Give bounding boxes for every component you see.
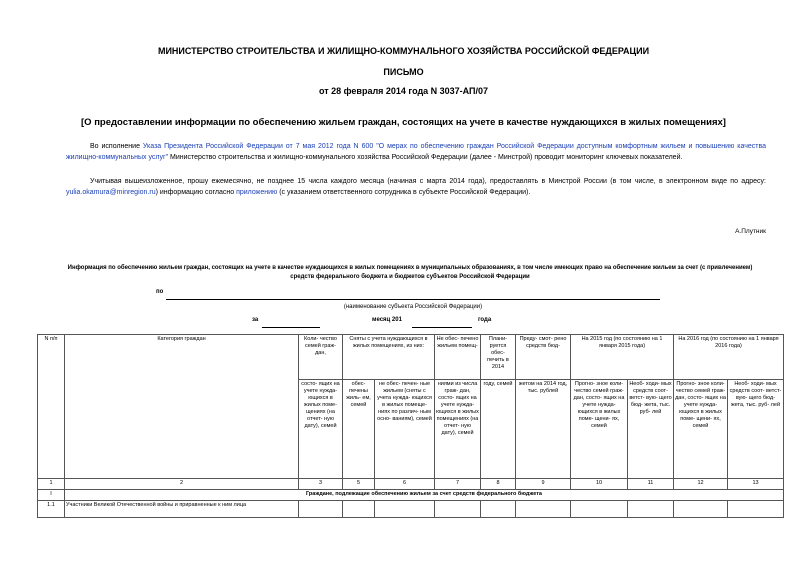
col-planned-header-top: Плани- руется обес- печить в 2014 (481, 335, 516, 380)
table-section-row (38, 490, 784, 501)
decree-link[interactable]: Указа Президента Российской Федерации от 7 мая 2012 года N 600 "О мерах по обеспечению граждан Российской Федерации доступным комфортным жильем и повышению качества жилищно-коммунальных услуг" (66, 143, 767, 161)
table-cell (728, 501, 784, 518)
paragraph-2 (66, 176, 766, 198)
column-number: 8 (481, 479, 516, 490)
column-number: 12 (674, 479, 728, 490)
col-category-header: Категория граждан (65, 335, 299, 479)
col-2015-forecast-header: Прогно- зное коли- чество семей граж- дан, состо- ящих на учете нужда- ющихся в жилых поме- щени- ях, семей (571, 380, 628, 479)
col-not-provided-header: не обес- печен- ные жильем (сняты с учета нужда- ющихся в жилых помеще- ниях по различ- ным осно- ваниям), семей (375, 380, 435, 479)
appendix-link[interactable]: приложению (236, 189, 278, 196)
column-number: 11 (628, 479, 674, 490)
column-number: 3 (299, 479, 343, 490)
column-number: 5 (343, 479, 375, 490)
table-cell (628, 501, 674, 518)
report-table (37, 334, 784, 518)
col-planned-header-bottom: году, семей (481, 380, 516, 479)
document-date-number: от 28 февраля 2014 года N 3037-АП/07 (318, 86, 489, 96)
column-number: 2 (65, 479, 299, 490)
table-header-row-1 (38, 335, 784, 380)
col-provided-header: обес- печены жиль- ем, семей (343, 380, 375, 479)
year-label: года (478, 317, 492, 323)
ministry-title: МИНИСТЕРСТВО СТРОИТЕЛЬСТВА И ЖИЛИЩНО-КОММУНАЛЬНОГО ХОЗЯЙСТВА РОССИЙСКОЙ ФЕДЕРАЦИИ (157, 46, 650, 56)
document-type: ПИСЬМО (383, 67, 424, 77)
paragraph-1 (66, 141, 766, 163)
col-funds-header-top: Преду- смот- рено средств бюд- (516, 335, 571, 380)
table-row (38, 501, 784, 518)
table-cell (481, 501, 516, 518)
year-line (412, 327, 472, 328)
col-2016-forecast-header: Прогно- зное коли- чество семей граж- дан, состо- ящих на учете нужда- ющихся в жилых поме- щени- ях, семей (674, 380, 728, 479)
column-number: 7 (435, 479, 481, 490)
section-number: I (38, 490, 65, 501)
col-unprovided-header-top: Не обес- печено жильем помещ- (435, 335, 481, 380)
column-number: 6 (375, 479, 435, 490)
row-number: 1.1 (38, 501, 65, 518)
paragraph-2-end: (с указанием ответственного сотрудника в субъекте Российской Федерации). (277, 189, 531, 196)
table-cell (571, 501, 628, 518)
table-cell (343, 501, 375, 518)
column-number: 1 (38, 479, 65, 490)
col-2015-needed-header: Необ- ходи- мых средств соот- ветст- вую- щего бюд- жета, тыс. руб- лей (628, 380, 674, 479)
col-2016-header: На 2016 год (по состоянию на 1 января 2016 года) (674, 335, 784, 380)
po-label: по (156, 289, 164, 295)
table-cell (516, 501, 571, 518)
col-unprovided-header-bottom: ниями из числа граж- дан, состо- ящих на учете нужда- ющихся в жилых помещениях (на отчет- ную дату), семей (435, 380, 481, 479)
col-families-header-top: Коли- чество семей граж- дан, (299, 335, 343, 380)
email-link[interactable]: yulia.okamura@minregion.ru (66, 189, 156, 196)
paragraph-2-start: Учитывая вышеизложенное, прошу ежемесячно, не позднее 15 числа каждого месяца (начиная с марта 2014 года), предоставлять в Минстрой России (в том числе, в электронном виде по адресу: (90, 178, 766, 185)
subject-caption: (наименование субъекта Российской Федерации) (343, 304, 483, 310)
section-title: Граждане, подлежащие обеспечению жильем за счет средств федерального бюджета (65, 490, 784, 501)
paragraph-1-end: Министерство строительства и жилищно-коммунального хозяйства Российской Федерации (далее - Минстрой) проводит мониторинг ключевых показателей. (168, 154, 683, 161)
col-families-header-bottom: состо- ящих на учете нужда- ющихся в жилых поме- щениях (на отчет- ную дату), семей (299, 380, 343, 479)
col-funds-header-bottom: жетом на 2014 год, тыс. рублей (516, 380, 571, 479)
document-subject: [О предоставлении информации по обеспечению жильем граждан, состоящих на учете в качестве нуждающихся в жилых помещениях] (81, 117, 726, 128)
za-label: за (252, 317, 259, 323)
period-line (262, 327, 320, 328)
signature: А.Плутник (735, 228, 766, 235)
subject-name-line (166, 299, 660, 300)
column-number: 9 (516, 479, 571, 490)
col-removed-header: Сняты с учета нуждающихся в жилых помещениях, из них: (343, 335, 435, 380)
appendix-title: Информация по обеспечению жильем граждан, состоящих на учете в качестве нуждающихся в жилых помещениях в муниципальных образованиях, в том числе имеющих право на обеспечение жильем за счет (с привлечением) средств федерального бюджета и бюджетов субъектов Российской Федерации (67, 265, 753, 280)
row-category: Участники Великой Отечественной войны и приравненные к ним лица (65, 501, 299, 518)
table-cell (435, 501, 481, 518)
column-number: 10 (571, 479, 628, 490)
col-2015-header: На 2015 год (по состоянию на 1 января 2015 года) (571, 335, 674, 380)
table-cell (674, 501, 728, 518)
paragraph-1-start: Во исполнение (90, 143, 143, 150)
table-column-numbers-row (38, 479, 784, 490)
col-num-header: N п/п (38, 335, 65, 479)
col-2016-needed-header: Необ- ходи- мых средств соот- ветст- вую- щего бюд- жета, тыс. руб- лей (728, 380, 784, 479)
table-cell (299, 501, 343, 518)
paragraph-2-mid: ) информацию согласно (155, 189, 237, 196)
month-label: месяц 201 (372, 317, 402, 323)
column-number: 13 (728, 479, 784, 490)
table-cell (375, 501, 435, 518)
